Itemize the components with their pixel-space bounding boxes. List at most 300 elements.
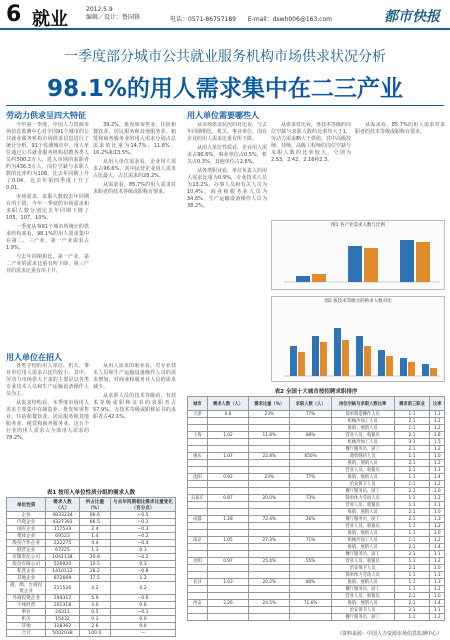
table-cell: 治安保卫人员: [331, 565, 394, 572]
table-row: [7, 582, 176, 595]
table-cell: [249, 614, 290, 621]
table-cell: 企业: [7, 512, 46, 519]
table-cell: 86.5: [79, 519, 110, 526]
table-cell: [207, 418, 248, 425]
table-cell: [188, 418, 208, 425]
table-row: [7, 512, 176, 519]
table-cell: −0.2: [111, 554, 176, 561]
table-cell: 1:1: [394, 579, 430, 586]
table-cell: 2.26: [207, 600, 248, 607]
table-city-ranking: [187, 396, 445, 621]
editor-credit: 编辑／设计：鲁国锋: [86, 14, 141, 21]
table-cell: 10.5: [79, 561, 110, 568]
table-cell: [207, 614, 248, 621]
table-cell: −0.8: [111, 568, 176, 575]
table-cell: 餐厅服务员、厨工: [331, 516, 394, 523]
table-cell: [207, 523, 248, 530]
table-cell: 营业人员、收银员: [331, 558, 394, 565]
table-row: [7, 547, 176, 554]
table-row: [188, 474, 445, 481]
table-row: [188, 411, 445, 418]
table-cell: 4.0: [79, 602, 110, 609]
source-credit: （资料来源：中国人力资源市场信息监测中心）: [336, 631, 442, 637]
table-row: [7, 540, 176, 547]
table-cell: 526920: [46, 561, 79, 568]
table-cell: [249, 467, 290, 474]
table-cell: 营业人员、收银员: [331, 523, 394, 530]
table-row: [7, 526, 176, 533]
table-row: [188, 607, 445, 614]
table-cell: 872669: [46, 575, 79, 582]
table-cell: 5.9: [79, 595, 110, 602]
table-cell: 私营企业: [7, 568, 46, 575]
table-cell: 治安保卫人员: [331, 607, 394, 614]
table-cell: [249, 586, 290, 593]
table-cell: [290, 586, 331, 593]
table-cell: [188, 509, 208, 516]
table-row: [188, 614, 445, 621]
table-cell: 0.87: [207, 495, 248, 502]
column-header: 与去年同期相比需求比重变化（百分点）: [111, 498, 176, 512]
paragraph: 一季度从事91个城市所统计的供求结构来看，98.1%的用人需求集中在第二、三产业，第一产业需求占1.9%。: [6, 224, 89, 251]
table-cell: [207, 467, 248, 474]
table-cell: [249, 607, 290, 614]
table-cell: 其他: [7, 623, 46, 630]
table-cell: 88%: [290, 432, 331, 439]
table-cell: 2:1: [394, 418, 430, 425]
table-cell: 128362: [46, 623, 79, 630]
table-cell: 1.02: [207, 432, 248, 439]
table-cell: 71.6%: [290, 600, 331, 607]
table-cell: 机关: [7, 616, 46, 623]
table-cell: −0.6: [111, 595, 176, 602]
table-cell: [188, 467, 208, 474]
column-header: 求职人数（人）: [290, 397, 331, 411]
table-cell: [207, 439, 248, 446]
table-row: [188, 425, 445, 432]
section-heading-3: 用人单位在招人: [6, 353, 62, 362]
table-cell: 1:1: [394, 523, 430, 530]
table-cell: [188, 460, 208, 467]
table-cell: 港、澳、台商投资企业: [7, 582, 46, 595]
table-cell: 1.1: [430, 551, 445, 558]
table-cell: 17.5: [79, 575, 110, 582]
table-cell: 1:1: [394, 558, 430, 565]
column-header: 单位性质: [7, 498, 46, 512]
table-cell: 国有企业: [7, 526, 46, 533]
table-cell: 77%: [290, 474, 331, 481]
table2-title: 表2 全国十大城市按招聘求职排序: [274, 389, 358, 395]
table-cell: [290, 425, 331, 432]
table-cell: 1.2: [430, 481, 445, 488]
column-header: 比率: [430, 397, 445, 411]
table-row: [7, 630, 176, 637]
table-cell: 石家庄: [188, 495, 208, 502]
table-cell: 内资企业: [7, 519, 46, 526]
table-cell: 2:1: [394, 509, 430, 516]
table-cell: [290, 551, 331, 558]
table-cell: [188, 502, 208, 509]
table-cell: −0.1: [111, 519, 176, 526]
table-row: [7, 519, 176, 526]
table-cell: 211526: [46, 582, 79, 595]
table-cell: [207, 607, 248, 614]
table-cell: 1.4: [430, 544, 445, 551]
table-cell: 4327391: [46, 519, 79, 526]
table-cell: 0.3: [79, 616, 110, 623]
table-row: [188, 453, 445, 460]
table-cell: [249, 425, 290, 432]
table-cell: 1.2: [430, 446, 445, 453]
table-cell: 67225: [46, 547, 79, 554]
table-cell: [207, 509, 248, 516]
table-cell: 2:1: [394, 600, 430, 607]
table-cell: [249, 509, 290, 516]
table-cell: 1.5: [430, 439, 445, 446]
table-cell: 1.1: [430, 607, 445, 614]
table-cell: 71%: [290, 537, 331, 544]
table-cell: −0.4: [111, 540, 176, 547]
table-row: [7, 575, 176, 582]
table-cell: 集体企业: [7, 533, 46, 540]
table-cell: 1.0: [430, 530, 445, 537]
table-cell: 营业人员、收银员: [331, 432, 394, 439]
table-cell: 1:1: [394, 411, 430, 418]
table-cell: 2.6: [79, 623, 110, 630]
table-cell: 24311: [46, 609, 79, 616]
table-cell: 1.2: [430, 523, 445, 530]
table-cell: 餐厅服务员、厨工: [331, 614, 394, 621]
table-cell: 1:1: [394, 502, 430, 509]
table-cell: [290, 481, 331, 488]
table-cell: [290, 502, 331, 509]
paragraph: 市场需求、求职人数较去年同期有所下降，今年一季度的市场需求和求职人数分别比去年同期下降了105、107、10%。: [6, 194, 89, 221]
table-cell: [290, 509, 331, 516]
table-cell: [290, 593, 331, 600]
table-cell: 69523: [46, 533, 79, 540]
table-cell: 650%: [290, 453, 331, 460]
table-cell: 117533: [46, 526, 79, 533]
body-column-7: [355, 122, 445, 212]
paragraph: 今年第一季度，中国人力资源市场信息监测中心对全国91个城市的公共就业服务机构市场供求信息进行了统计分析。91个监测城市中，用人单位通过公共就业服务机构招聘各类人员约500.2万人，进入市场的求职者约为436.3万人，岗位空缺与求职人数的比率约为108，比去年同期上升了0.04，比去年第四季度上升了0.01。: [6, 122, 89, 191]
table-cell: 1.03: [207, 579, 248, 586]
table-cell: 机械冷加工人员: [331, 418, 394, 425]
table-cell: 推销、展销人员: [331, 579, 394, 586]
newspaper-logo: 都市快报: [384, 9, 440, 25]
email: E-mail：dswh006@163.com: [247, 16, 332, 23]
table-cell: 西安: [188, 600, 208, 607]
body-column-2: [93, 122, 176, 347]
table-cell: [188, 593, 208, 600]
table-cell: [207, 565, 248, 572]
table-cell: 0.3: [111, 561, 176, 568]
table-cell: 上海: [188, 432, 208, 439]
table1-title: 表1 按用人单位性质分组的需求人数: [46, 490, 136, 496]
table-cell: 1:1: [394, 537, 430, 544]
table-cell: 0.0: [111, 623, 176, 630]
table-cell: 1.0: [430, 509, 445, 516]
table-cell: [290, 439, 331, 446]
table-cell: 1:1: [394, 586, 430, 593]
table-cell: 2:1: [394, 551, 430, 558]
table-cell: 1.8: [430, 432, 445, 439]
table-cell: 2:1: [394, 593, 430, 600]
table-cell: 1.3: [430, 516, 445, 523]
table-cell: 1:1: [394, 481, 430, 488]
table-cell: −0.1: [111, 609, 176, 616]
table-row: [7, 554, 176, 561]
chart-industry-demand: [271, 220, 445, 290]
table-cell: 1.2: [111, 575, 176, 582]
table-cell: [249, 565, 290, 572]
table-cell: 22.8%: [249, 453, 290, 460]
table-cell: [290, 446, 331, 453]
table-cell: 营业人员、收银员: [331, 467, 394, 474]
table-cell: [188, 523, 208, 530]
table-cell: 个体经营: [7, 602, 46, 609]
table-row: [188, 432, 445, 439]
column-header: 所占比重（%）: [79, 498, 110, 512]
table-cell: 28.2: [79, 568, 110, 575]
table-cell: [188, 530, 208, 537]
table-cell: 25.4%: [249, 558, 290, 565]
table-cell: 1:1: [394, 572, 430, 579]
table-cell: 20.8: [79, 554, 110, 561]
table-cell: [188, 439, 208, 446]
table-cell: −0.5: [111, 512, 176, 519]
table-cell: [290, 488, 331, 495]
table-cell: 20.2%: [249, 579, 290, 586]
table-row: [7, 616, 176, 623]
column-header: 需求人数（人）: [46, 498, 79, 512]
table-cell: −0.3: [111, 526, 176, 533]
table-cell: 1.1: [430, 502, 445, 509]
table-cell: 2:1: [394, 488, 430, 495]
table-cell: 机械冷加工人员: [331, 537, 394, 544]
table-cell: 0.0: [111, 616, 176, 623]
table-cell: 营业人员、收银员: [331, 502, 394, 509]
table-cell: [207, 572, 248, 579]
table-cell: 推销、展销人员: [331, 600, 394, 607]
table-cell: 2.4: [79, 526, 110, 533]
table-cell: [290, 544, 331, 551]
table-cell: 4833234: [46, 512, 79, 519]
table-cell: 23%: [249, 411, 290, 418]
table-cell: 1.1: [430, 572, 445, 579]
table-cell: [188, 488, 208, 495]
table-row: [188, 509, 445, 516]
table-cell: 1.2: [430, 460, 445, 467]
table-cell: 96.6: [79, 512, 110, 519]
table-cell: 72.4%: [249, 516, 290, 523]
table-row: [188, 586, 445, 593]
table-cell: 1:1: [394, 614, 430, 621]
table-cell: 11.8%: [249, 432, 290, 439]
table-cell: 营业人员、收银员: [331, 593, 394, 600]
table-cell: 4.4: [79, 540, 110, 547]
table-cell: [290, 467, 331, 474]
paragraph: 各类学校的用人单位，机关、事业单位用人需求占比均较小，其中，劳动力市场供大于求的主要是以各类专业技术人员和生产运输设备操作人员为主。: [6, 363, 89, 397]
table-cell: 1:1: [394, 530, 430, 537]
table-cell: 1.3: [79, 547, 110, 554]
paragraph: 从需求看，85.7%的用人需求对求职者的技术等级或职称有要求。: [355, 122, 445, 135]
table-cell: 沈阳: [188, 474, 208, 481]
table-row: [188, 537, 445, 544]
table-cell: 1.2: [430, 586, 445, 593]
table-cell: [188, 586, 208, 593]
table-cell: 1:1: [394, 453, 430, 460]
table-cell: 1.4: [430, 600, 445, 607]
table-cell: 0.92: [207, 474, 248, 481]
table-cell: [290, 418, 331, 425]
table-cell: [290, 565, 331, 572]
table-cell: 15432: [46, 616, 79, 623]
table-cell: [249, 502, 290, 509]
table-row: [188, 460, 445, 467]
table-cell: [207, 544, 248, 551]
table-cell: 24.5%: [249, 600, 290, 607]
table-row: [188, 502, 445, 509]
table-cell: 推销、展销人员: [331, 425, 394, 432]
table-cell: [290, 523, 331, 530]
table-cell: 简单体力劳动人员: [331, 572, 394, 579]
table-cell: —: [111, 630, 176, 637]
table-cell: 2:1: [394, 516, 430, 523]
issue-meta: [86, 6, 140, 22]
table-cell: 长沙: [188, 579, 208, 586]
table-cell: [207, 425, 248, 432]
table-cell: 4.2: [79, 582, 110, 595]
table-cell: 推销、展销人员: [331, 460, 394, 467]
table-cell: [207, 502, 248, 509]
table-cell: 77%: [290, 411, 331, 418]
section-heading-2: 用人单位需要哪些人: [187, 111, 259, 120]
table-row: [188, 551, 445, 558]
paragraph: 从求职人员的技术等级看，有技术等级或职称证书的求职者占57.9%，无技术等级或职称证书的求职者占42.1%。: [93, 393, 176, 420]
table-cell: [249, 572, 290, 579]
table-cell: [290, 614, 331, 621]
table-cell: 5002038: [46, 630, 79, 637]
table-cell: 0.3: [111, 547, 176, 554]
table-cell: 201318: [46, 602, 79, 609]
table-cell: 1.05: [207, 537, 248, 544]
table-cell: 1.0: [430, 593, 445, 600]
table-cell: 2:1: [394, 467, 430, 474]
table-cell: 294317: [46, 595, 79, 602]
table-cell: 2:1: [394, 460, 430, 467]
table-cell: [207, 488, 248, 495]
table-row: [188, 593, 445, 600]
table-cell: 1.4: [430, 474, 445, 481]
table-cell: 餐厅服务员、厨工: [331, 586, 394, 593]
table-cell: 1.0: [430, 453, 445, 460]
chart-title: 图2 按技术等级分的供求人数对比: [324, 299, 392, 304]
chart-graphic: [272, 306, 446, 382]
table-cell: [188, 544, 208, 551]
masthead: [0, 0, 450, 30]
table-cell: 1.07: [207, 453, 248, 460]
table-row: [7, 595, 176, 602]
table-cell: 73%: [290, 495, 331, 502]
table-cell: 推销、展销人员: [331, 474, 394, 481]
table-row: [188, 558, 445, 565]
table-cell: [188, 614, 208, 621]
table-row: [188, 530, 445, 537]
table-cell: [188, 565, 208, 572]
table-cell: [188, 425, 208, 432]
paragraph: 从用人需求的职业看，对专业技术人员和生产运输设备操作人员的需求增加，对商业和服务业人员的需求减少。: [93, 363, 176, 390]
paragraph: 从市场供求状况的对比看，与去年同期相比，机关、事业单位、国有企业的用人需求比重有所下降。: [187, 122, 267, 142]
table-row: [188, 565, 445, 572]
table-cell: [207, 460, 248, 467]
table-cell: [249, 544, 290, 551]
table-cell: 餐厅服务员、厨工: [331, 488, 394, 495]
table-cell: 1410112: [46, 568, 79, 575]
table-cell: 1.2: [430, 418, 445, 425]
table-cell: 其他企业: [7, 575, 46, 582]
table-row: [7, 561, 176, 568]
table-row: [188, 495, 445, 502]
table-cell: 昆明: [188, 558, 208, 565]
table-cell: [290, 607, 331, 614]
table-employer-type: [6, 497, 176, 637]
paragraph: 从各类职业看，单位负责人的用人需求比重为0.9%，专业技术人员为13.2%，办事人员和有关人员为10.4%，商业和服务业人员为34.6%，生产运输设备操作人员为38.2%。: [187, 168, 267, 209]
chart-skill-level: [271, 296, 445, 382]
table-cell: 2:1: [394, 544, 430, 551]
table-cell: 1.3: [430, 579, 445, 586]
table-cell: [188, 446, 208, 453]
table-cell: 20.0%: [249, 495, 290, 502]
table-cell: [188, 572, 208, 579]
table-cell: 1.2: [430, 537, 445, 544]
paragraph: 从用人单位性质看，企业用人需求占96.6%，事业单位占0.5%，机关占0.3%，其他单位占2.6%。: [187, 145, 267, 165]
body-column-1: [6, 122, 89, 347]
table-cell: 1:1: [394, 425, 430, 432]
section-name: 就业: [32, 9, 68, 30]
table-row: [188, 572, 445, 579]
body-column-5: [187, 122, 267, 382]
table-row: [188, 523, 445, 530]
table-cell: 1:1: [394, 474, 430, 481]
table-cell: [207, 446, 248, 453]
issue-date: 2012.5.9: [86, 6, 113, 13]
paragraph: 与去年同期相比，第一产业、第二产业的需求比重有所下降，第三产业的需求比重有所上升。: [6, 254, 89, 274]
table-cell: [249, 439, 290, 446]
chart-graphic: [272, 230, 446, 290]
table-cell: [290, 572, 331, 579]
body-column-6: [271, 122, 351, 212]
paragraph: 39.2%，批发和零售业、住宿和餐饮业、居民服务和其他服务业、租赁和商务服务业的用人需求分别占总需求的比重为14.7%、11.6%、10.2%和13.5%。: [93, 122, 176, 156]
table-cell: [249, 460, 290, 467]
section-heading-1: 劳动力供求呈四大特征: [6, 111, 86, 120]
table-cell: 外商投资企业: [7, 595, 46, 602]
table-cell: 0.5: [79, 609, 110, 616]
table-cell: 简单制造操作人员: [331, 411, 394, 418]
table-row: [188, 418, 445, 425]
table-cell: [188, 481, 208, 488]
table-cell: 餐厅服务员、厨工: [331, 551, 394, 558]
table-cell: 1.1: [430, 467, 445, 474]
table-cell: [249, 530, 290, 537]
table-cell: 有限责任公司: [7, 554, 46, 561]
paragraph: 从需求看，85.7%的用人需求对求职者的技术等级或职称有要求。: [93, 182, 176, 195]
paragraph: 从需求结构看，本季度市场用人需求主要集中在制造业、批发和零售业、住宿和餐饮业、居民服务和其他服务业、租赁和商务服务业，这五个行业的用人需求占全部用人需求的78.2%。: [6, 400, 89, 441]
table-cell: 55%: [290, 558, 331, 565]
column-header: 需求前三职业: [394, 397, 430, 411]
table-cell: 1.2: [430, 495, 445, 502]
column-header: 岗位空缺与求职人数比率: [331, 397, 394, 411]
body-column-3: [6, 363, 89, 485]
